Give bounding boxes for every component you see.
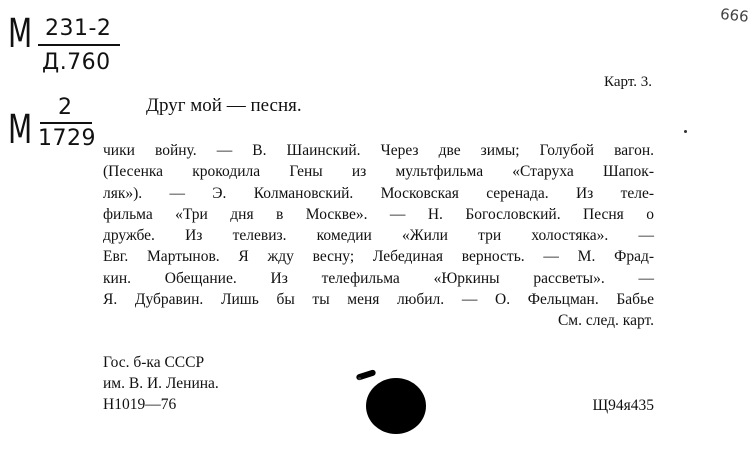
shelfmark-top-fraction-line [38,44,120,46]
shelfmark-top-denominator: Д.760 [42,50,111,75]
imprint-line-order-number: Н1019—76 [103,396,177,413]
shelfmark-bottom-fraction-line [40,122,92,124]
corner-number: 666 [719,5,750,26]
imprint-line-named-after: им. В. И. Ленина. [103,375,219,392]
shelfmark-bottom-letter: М [8,107,33,153]
body-line: ляк»). — Э. Колмановский. Московская серенада. Из теле- [103,184,654,202]
library-imprint [103,352,219,415]
classification-code: Щ94я435 [592,397,654,414]
card-body [103,140,654,332]
shelfmark-bottom-denominator: 1729 [38,126,96,151]
ink-blot [366,378,426,434]
see-next-card: См. след. карт. [557,312,654,330]
shelfmark-top-numerator: 231-2 [45,16,112,41]
shelfmark-top-letter: М [8,11,33,57]
body-line: чики войну. — В. Шаинский. Через две зимы; Голубой вагон. [103,142,654,159]
card-title: Друг мой — песня. [146,95,302,116]
shelfmark-bottom-numerator: 2 [58,95,73,120]
body-line: кин. Обещание. Из телефильма «Юркины рассветы». — [103,269,654,287]
ink-speck [684,130,687,133]
card-number: Карт. 3. [604,74,652,90]
imprint-line-library: Гос. б-ка СССР [103,354,205,371]
ink-speck [358,377,361,380]
body-line: фильма «Три дня в Москве». — Н. Богословский. Песня о [103,205,654,223]
body-line: дружбе. Из телевиз. комедии «Жили три холостяка». — [103,227,654,245]
body-line: Евг. Мартынов. Я жду весну; Лебединая верность. — М. Фрад- [103,248,654,266]
body-line: (Песенка крокодила Гены из мультфильма «Старуха Шапок- [103,163,654,181]
body-line: Я. Дубравин. Лишь бы ты меня любил. — О. Фельцман. Бабье [103,291,654,309]
